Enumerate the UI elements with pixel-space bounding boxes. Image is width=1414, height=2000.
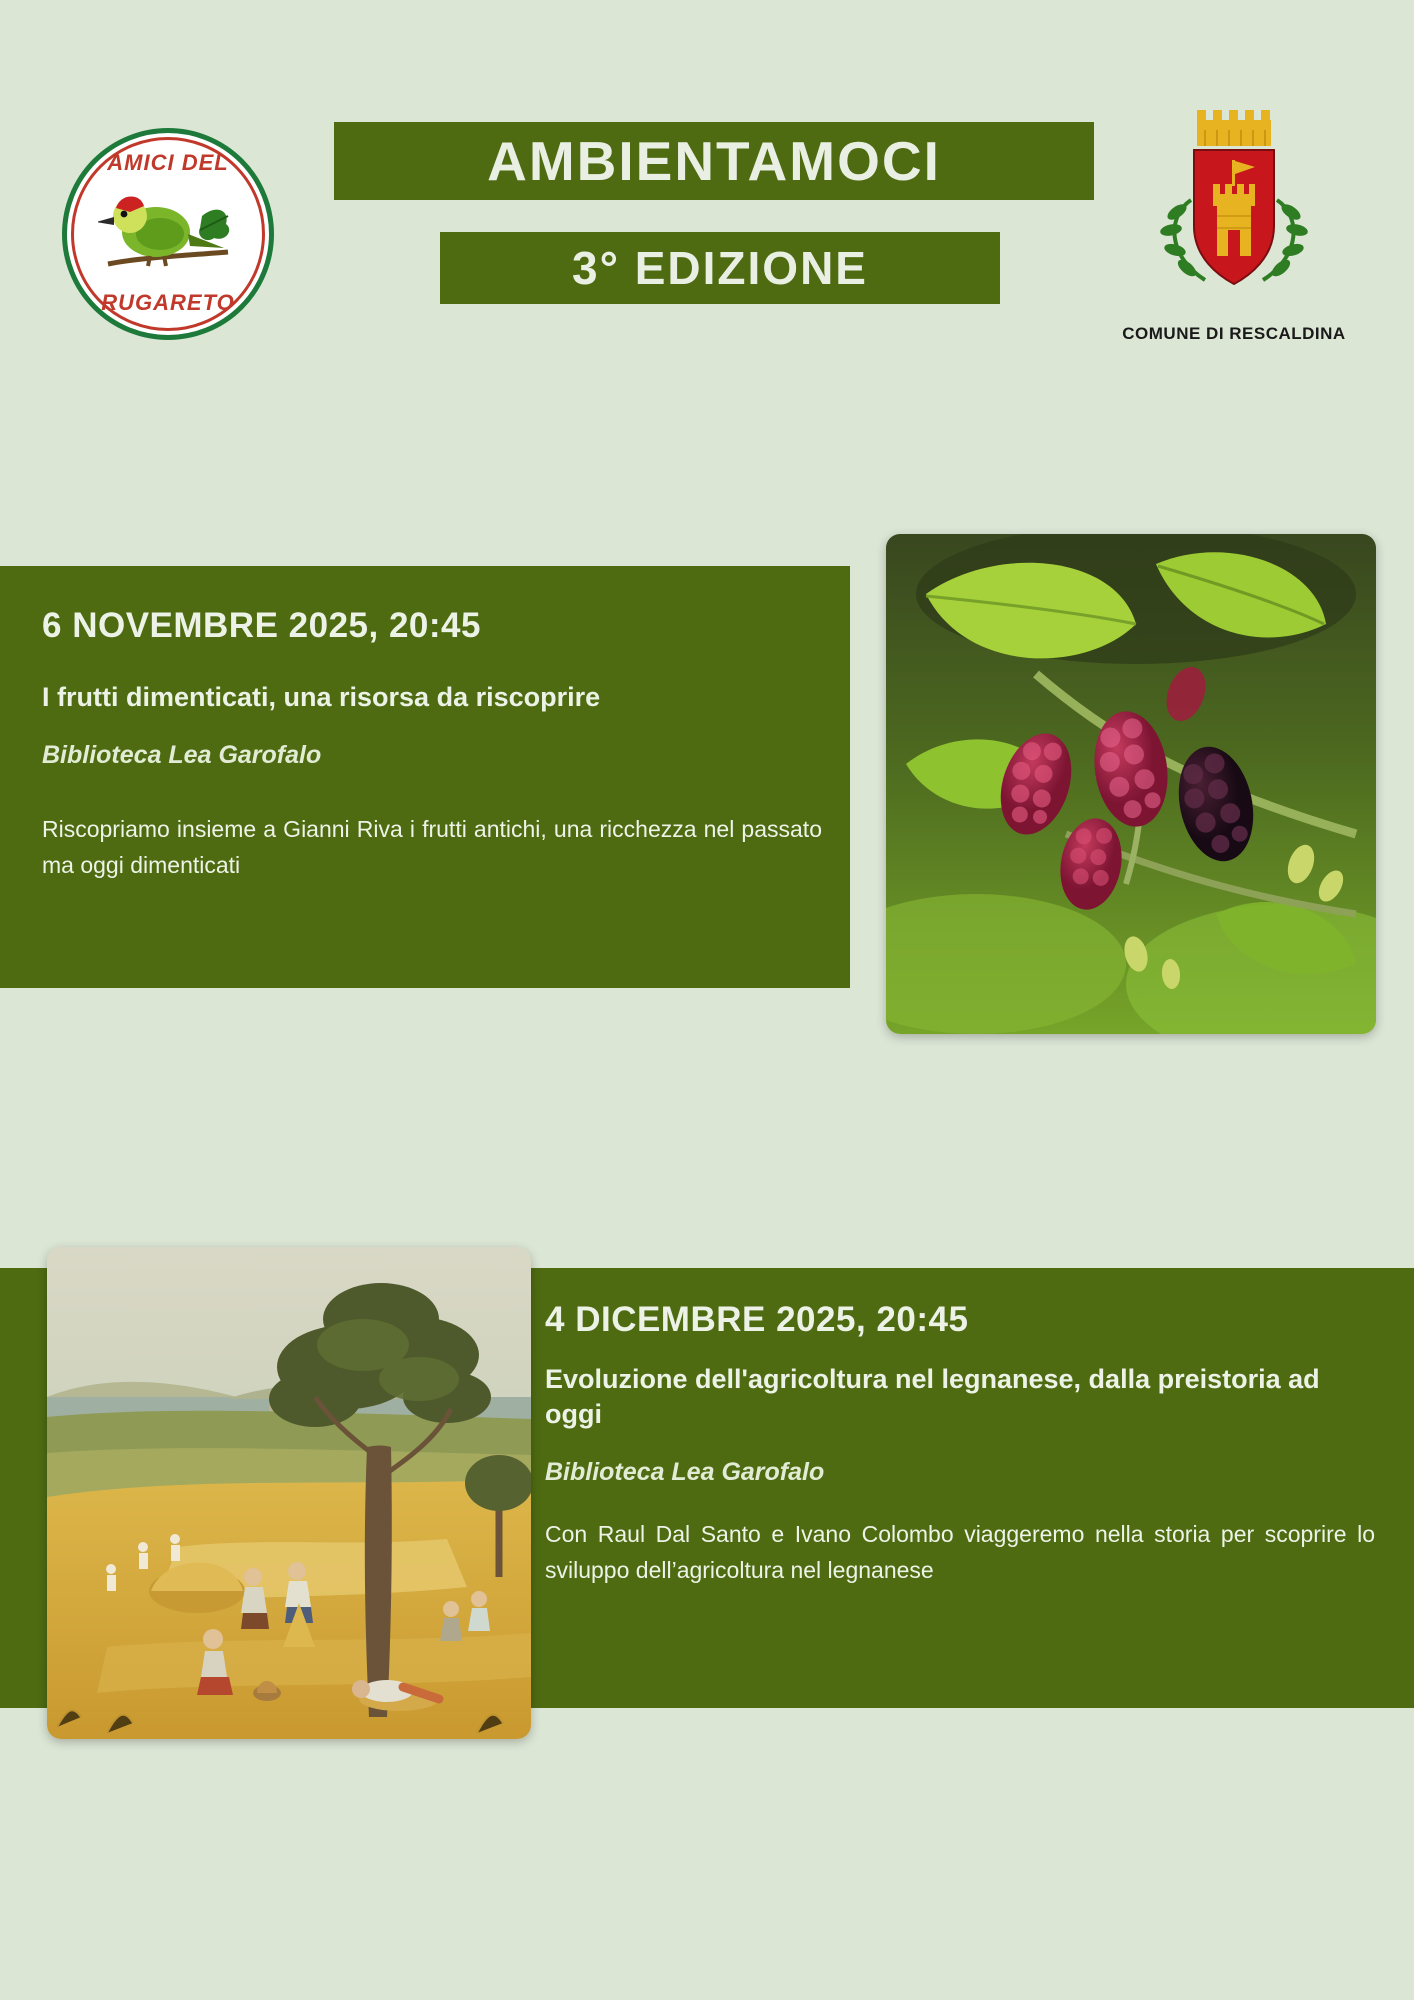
event-2-text-block: [545, 1300, 1375, 1588]
event-2-place: Biblioteca Lea Garofalo: [545, 1458, 825, 1487]
event-1-text-block: [42, 606, 822, 883]
event-2-photo: [47, 1247, 531, 1739]
event-2-title: Evoluzione dell'agricoltura nel legnanese, dalla preistoria ad oggi: [545, 1364, 1320, 1430]
poster-header: [0, 0, 1414, 380]
event-1-date: 6 NOVEMBRE 2025, 20:45: [42, 606, 481, 645]
comune-di-rescaldina-logo: [1109, 108, 1359, 348]
page-subtitle: [440, 232, 1000, 304]
comune-label: COMUNE DI RESCALDINA: [1122, 324, 1346, 343]
event-1-title: I frutti dimenticati, una risorsa da riscoprire: [42, 682, 601, 712]
event-1-description: Riscopriamo insieme a Gianni Riva i frutti antichi, una ricchezza nel passato ma oggi dimenticati: [42, 816, 822, 878]
event-1-photo: [886, 534, 1376, 1034]
event-2-description: Con Raul Dal Santo e Ivano Colombo viaggeremo nella storia per scoprire lo sviluppo dell’agricoltura nel legnanese: [545, 1521, 1375, 1583]
mulberries-on-branch-photo: [886, 534, 1376, 1034]
logo-text-top: AMICI DEL: [107, 150, 229, 175]
page-title-text: AMBIENTAMOCI: [487, 130, 941, 192]
page-subtitle-text: 3° EDIZIONE: [571, 242, 868, 294]
amici-del-rugareto-logo: [62, 128, 274, 340]
page-title: [334, 122, 1094, 200]
event-2-date: 4 DICEMBRE 2025, 20:45: [545, 1300, 969, 1339]
the-harvesters-painting: [47, 1247, 531, 1739]
event-1-place: Biblioteca Lea Garofalo: [42, 741, 322, 769]
logo-text-bottom: RUGARETO: [101, 290, 235, 315]
green-woodpecker-icon: [98, 186, 238, 282]
rescaldina-coat-of-arms-icon: [1139, 108, 1329, 303]
